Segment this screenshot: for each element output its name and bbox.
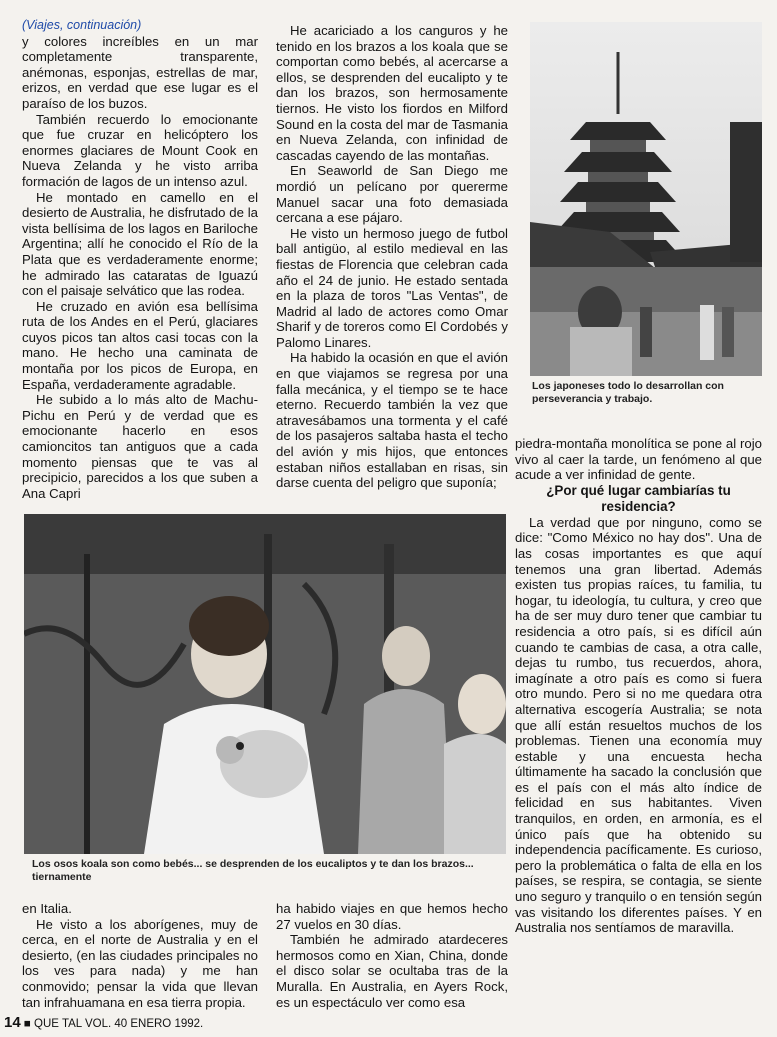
- section-kicker: (Viajes, continuación): [22, 18, 142, 32]
- pagoda-illustration: [530, 22, 762, 376]
- pagoda-caption: Los japoneses todo lo desarrollan con perseverancia y trabajo.: [532, 380, 724, 405]
- paragraph: He acariciado a los canguros y he tenido en los brazos a los koala que se comportan como bebés, al acercarse a ellos, se desprenden del eucalipto y te dan los brazos, son hermosamente tiernos. He visto los fiordos en Milford Sound en la costa del mar de Tasmania en Nueva Zelanda, con infinidad de cascadas cayendo de las montañas.: [276, 23, 508, 163]
- paragraph: ha habido viajes en que hemos hecho 27 vuelos en 30 días.: [276, 901, 508, 932]
- column-3: [515, 436, 762, 936]
- page-number: 14: [4, 1014, 21, 1031]
- koala-caption: Los osos koala son como bebés... se desprenden de los eucaliptos y te dan los brazos... tiernamente: [32, 858, 474, 883]
- column-2-top: [276, 23, 508, 491]
- paragraph: También recuerdo lo emocionante que fue cruzar en helicóptero los enormes glaciares de Mount Cook en Nueva Zelanda y he visto arriba formación de lagos de un intenso azul.: [22, 111, 258, 189]
- paragraph: y colores increíbles en un mar completamente transparente, anémonas, esponjas, estrellas de mar, erizos, en verdad que ese lugar es el paraíso de los buzos.: [22, 33, 258, 111]
- paragraph: La verdad que por ninguno, como se dice: "Como México no hay dos". Una de las cosas importantes es que aquí tenemos una gran libertad. Además existen tus propias raíces, tu familia, tu hogar, tu ideología, tu cultura, y creo que ha de ser muy duro tener que cambiar tu residencia a otro país, si es difícil aún cuando te cambias de casa, a otra calle, dejas tu rumbo, tus recuerdos, ahora, imagínate a otro país es como si fuera otro mundo. Pero si no me quedara otra alternativa escogería Australia; se nota que allí están resueltos muchos de los problemas. Tienen una economía muy estable y una encuesta hecha últimamente ha sacado la conclusión que es el país con el más alto índice de felicidad en sus habitantes. Viven tranquilos, en orden, en armonía, es el único país que ha obtenido su independencia pacíficamente. Es curioso, pero la problemática o falta de ella en los países, se respira, se contagia, se siente uno seguro y tranquilo o en tensión según vas visitando los diferentes países. Y en Australia nos sentíamos de maravilla.: [515, 514, 762, 936]
- paragraph: He subido a lo más alto de Machu-Pichu en Perú y de verdad que es emocionante hacerlo en esos camioncitos tan antiguos que a cada momento piensas que te vas al precipicio, parecidos a los que suben a Ana Capri: [22, 392, 258, 501]
- koala-photo: [24, 514, 506, 854]
- pagoda-photo: [530, 22, 762, 376]
- paragraph: He montado en camello en el desierto de Australia, he disfrutado de la vista bellísima de los lagos en Bariloche Argentina; allí he conocido el Río de la Plata que es verdaderamente enorme; he admirado las cataratas de Iguazú con el paisaje selvático que las rodea.: [22, 189, 258, 299]
- koala-illustration: [24, 514, 506, 854]
- paragraph: Ha habido la ocasión en que el avión en que viajamos se regresa por una falla mecánica, y el tiempo se te hace eterno. Recuerdo también la vez que atravesábamos una tormenta y el café de los pasajeros saltaba hasta el techo del avión y mis hijos, que entonces estaban niños estallaban en risas, sin darse cuenta del peligro que suponía;: [276, 350, 508, 491]
- footer-text: QUE TAL VOL. 40 ENERO 1992.: [34, 1018, 204, 1030]
- paragraph: He visto a los aborígenes, muy de cerca, en el norte de Australia y en el desierto, (en las ciudades principales no los ves para nada) y me han conmovido; pensar la vida que llevan tan infrahuamana en esa tierra propia.: [22, 916, 258, 1010]
- column-1-bottom: [22, 901, 258, 1010]
- paragraph: en Italia.: [22, 901, 72, 916]
- paragraph: He cruzado en avión esa bellísima ruta de los Andes en el Perú, glaciares cuyos picos tan altos casi tocas con la mano. He hecho una caminata de montaña por los picos de Europa, en España, verdaderamente agradable.: [22, 298, 258, 392]
- paragraph: piedra-montaña monolítica se pone al rojo vivo al caer la tarde, un fenómeno al que acude a ver infinidad de gente.: [515, 436, 762, 483]
- section-subhead: ¿Por qué lugar cambiarías tu residencia?: [546, 482, 731, 514]
- paragraph: También he admirado atardeceres hermosos como en Xian, China, donde el disco solar se ocultaba tras de la Muralla. En Australia, en Ayers Rock, es un espectáculo ver como esa: [276, 932, 508, 1010]
- square-bullet-icon: ■: [23, 1018, 31, 1030]
- page-footer: [4, 1014, 203, 1031]
- paragraph: He visto un hermoso juego de futbol ball antigüo, al estilo medieval en las fiestas de Florencia que celebran cada año el 24 de junio. He estado sentada en la plaza de toros "Las Ventas", de Madrid al lado de actores como Omar Sharif y de toreros como El Cordobés y Palomo Linares.: [276, 225, 508, 350]
- column-2-bottom: [276, 901, 508, 1010]
- paragraph: En Seaworld de San Diego me mordió un pelícano por quererme Manuel sacar una foto demasiada cercana a ese pájaro.: [276, 163, 508, 226]
- column-1-top: [22, 18, 258, 501]
